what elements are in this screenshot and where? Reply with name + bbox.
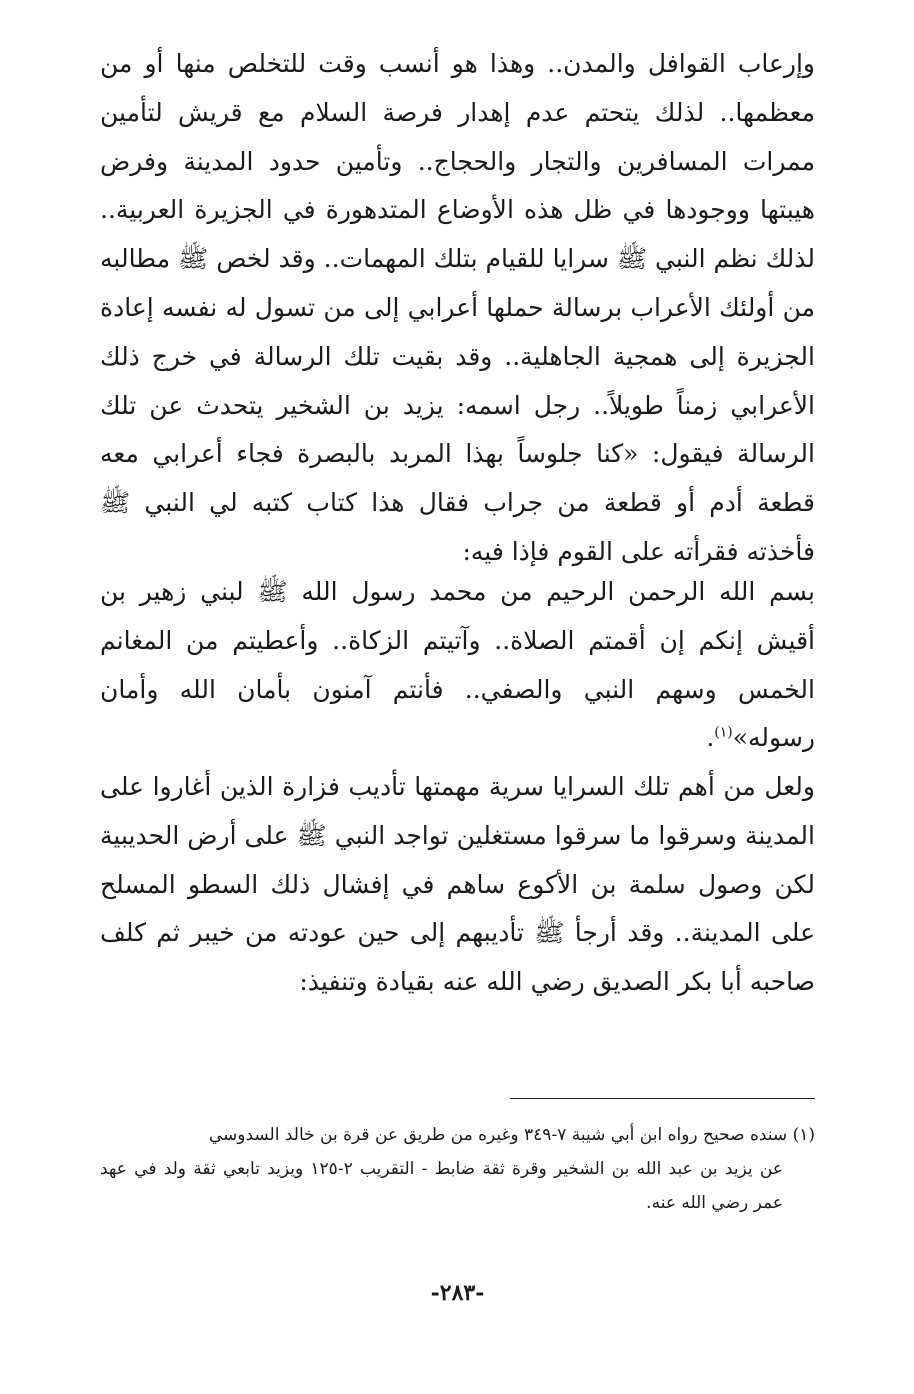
body-paragraph-3: ولعل من أهم تلك السرايا سرية مهمتها تأديب فزارة الذين أغاروا على المدينة وسرقوا ما سرقوا مستغلين تواجد النبي ﷺ على أرض الحديبية لكن وصول سلمة بن الأكوع ساهم في إفشال ذلك السطو المسلح على المدينة.. وقد أرجأ ﷺ تأديبهم إلى حين عودته من خيبر ثم كلف صاحبه أبا بكر الصديق رضي الله عنه بقيادة وتنفيذ: xyxy=(100,772,815,997)
body-paragraph-1: وإرعاب القوافل والمدن.. وهذا هو أنسب وقت للتخلص منها أو من معظمها.. لذلك يتحتم عدم إهدار فرصة السلام مع قريش لتأمين ممرات المسافرين والتجار والحجاج.. وتأمين حدود المدينة وفرض هيبتها ووجودها في ظل هذه الأوضاع المتدهورة في الجزيرة العربية.. لذلك نظم النبي ﷺ سرايا للقيام بتلك المهمات.. وقد لخص ﷺ مطالبه من أولئك الأعراب برسالة حملها أعرابي إلى من تسول له نفسه إعادة الجزيرة إلى همجية الجاهلية.. وقد بقيت تلك الرسالة في خرج ذلك الأعرابي زمناً طويلاً.. رجل اسمه: يزيد بن الشخير يتحدث عن تلك الرسالة فيقول: «كنا جلوساً بهذا المربد بالبصرة فجاء أعرابي معه قطعة أدم أو قطعة من جراب فقال هذا كتاب كتبه لي النبي ﷺ فأخذته فقرأته على القوم فإذا فيه: xyxy=(100,49,815,566)
book-page xyxy=(100,0,815,1394)
footnote-divider xyxy=(510,1098,815,1099)
footnote-line-2: عن يزيد بن عبد الله بن الشخير وقرة ثقة ضابط - التقريب ٢-١٢٥ ويزيد تابعي ثقة ولد في عهد عمر رضي الله عنه. xyxy=(100,1159,783,1213)
page-number: -٢٨٣- xyxy=(430,1280,485,1306)
sentence-end: . xyxy=(706,723,715,753)
footnote-line-1: (١) سنده صحيح رواه ابن أبي شيبة ٧-٣٤٩ وغيره من طريق عن قرة بن خالد السدوسي xyxy=(208,1125,815,1145)
footnote xyxy=(100,1118,815,1220)
body-paragraph-2 xyxy=(100,568,815,763)
footnote-reference[interactable]: (١) xyxy=(714,725,733,742)
letter-text: بسم الله الرحمن الرحيم من محمد رسول الله ﷺ لبني زهير بن أقيش إنكم إن أقمتم الصلاة.. وآتيتم الزكاة.. وأعطيتم من المغانم الخمس وسهم النبي والصفي.. فأنتم آمنون بأمان الله وأمان رسوله» xyxy=(100,577,815,753)
